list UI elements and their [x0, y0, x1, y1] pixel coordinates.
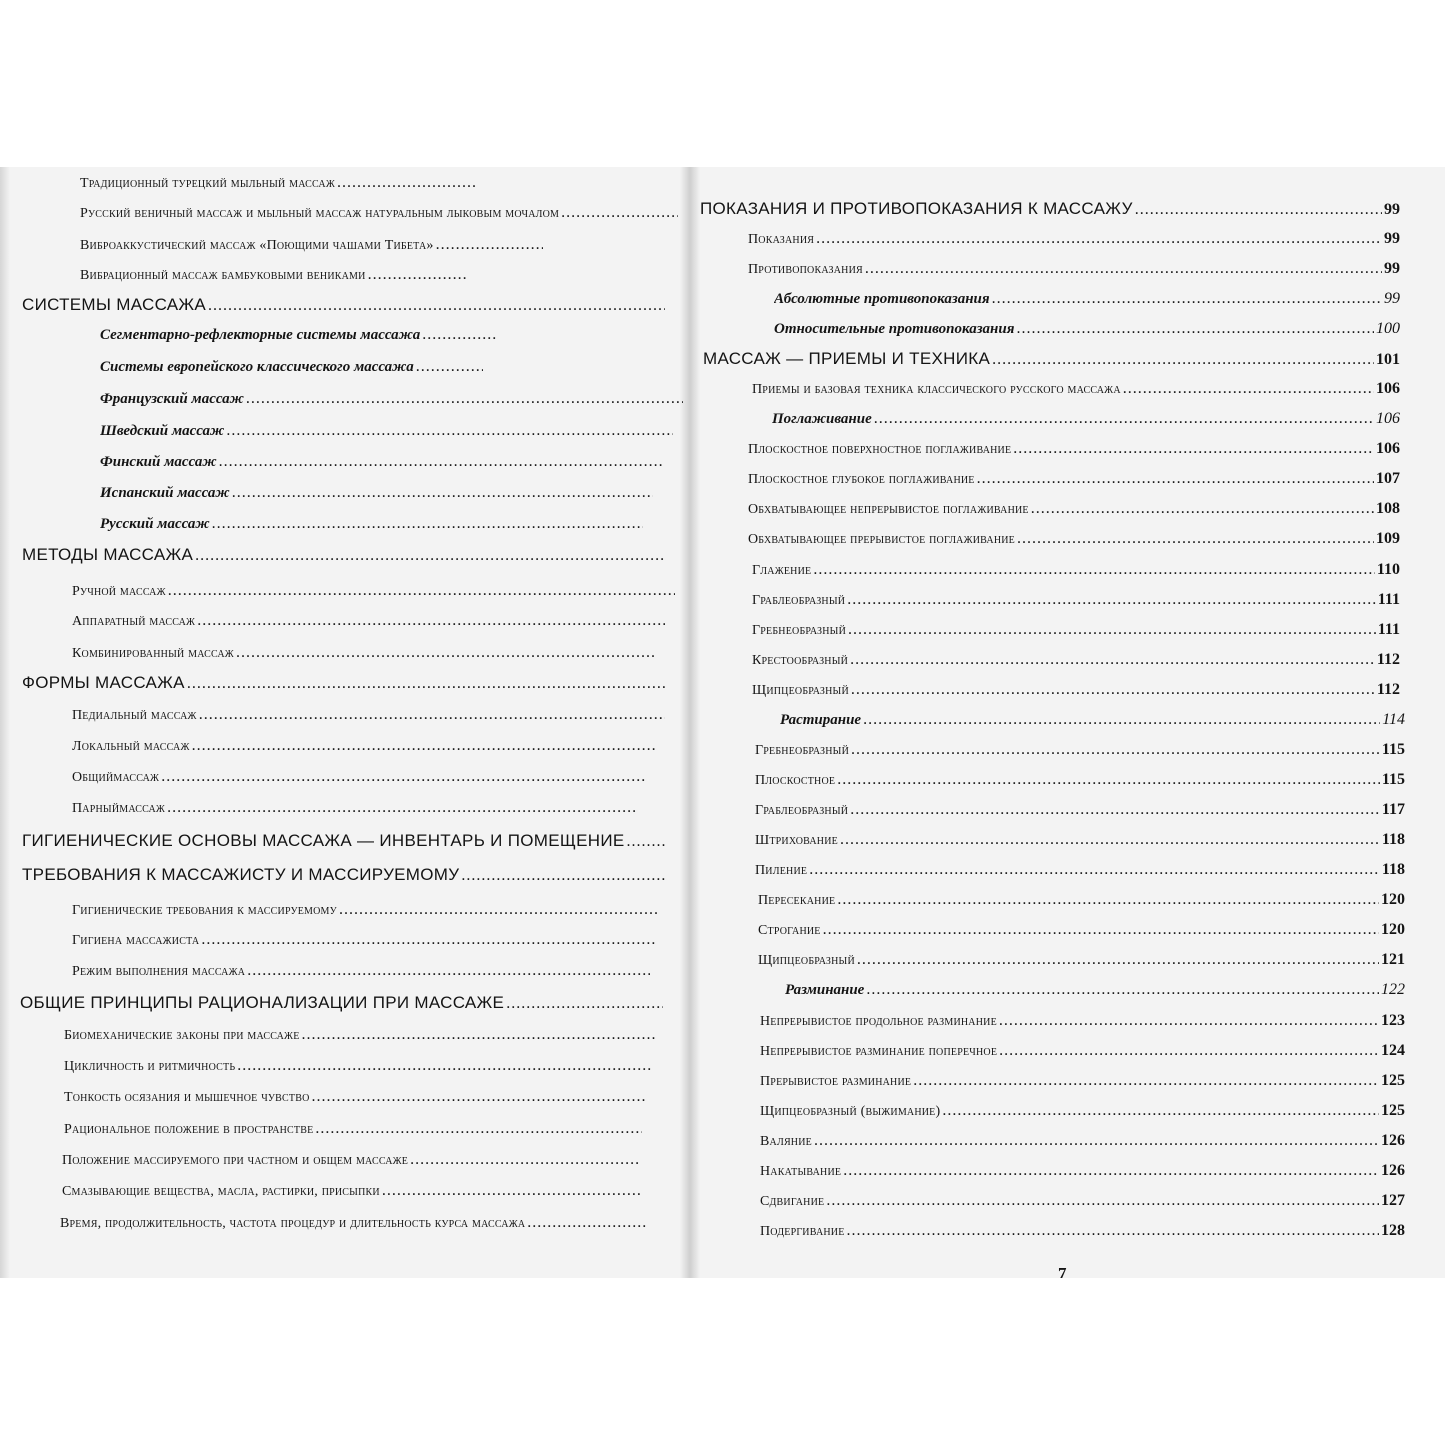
dot-leader [809, 857, 1380, 883]
left-toc-entry [72, 702, 667, 728]
toc-page-number: 121 [1381, 951, 1405, 968]
left-toc-entry [72, 795, 637, 821]
toc-page-number: 118 [1381, 831, 1405, 848]
left-toc-entry [72, 897, 662, 923]
dot-leader [561, 200, 678, 226]
left-toc-entry [64, 1022, 659, 1048]
dot-leader [1123, 376, 1374, 402]
toc-page-number: 125 [1381, 1072, 1405, 1089]
toc-page-number: 106 [1376, 440, 1400, 457]
right-toc-entry [748, 226, 1400, 252]
toc-page-number: 120 [1381, 921, 1405, 938]
right-toc-entry [780, 707, 1405, 733]
toc-entry-title: Приемы и базовая техника классического русского массажа [752, 382, 1121, 397]
toc-entry-title: Строгание [758, 923, 821, 938]
right-toc-entry [755, 737, 1405, 763]
dot-leader [410, 1147, 640, 1173]
toc-page-number: 109 [1376, 530, 1400, 547]
dot-leader [201, 927, 655, 953]
toc-entry-title: Глажение [752, 563, 812, 578]
toc-entry-title: Граблеобразный [752, 593, 846, 608]
toc-page-number: 128 [1381, 1222, 1405, 1239]
dot-leader [1013, 436, 1374, 462]
right-toc-entry [755, 767, 1405, 793]
right-toc-entry [752, 647, 1400, 673]
left-toc-entry [22, 670, 667, 696]
toc-entry-title: Шведский массаж [100, 423, 225, 439]
dot-leader [436, 232, 543, 258]
page-edge-shadow [0, 167, 10, 1278]
toc-entry-title: Общиймассаж [72, 770, 160, 785]
toc-entry-title: Обхватывающее прерывистое поглаживание [748, 532, 1015, 547]
dot-leader [208, 293, 665, 318]
toc-entry-title: Щипцеобразный [758, 953, 855, 968]
dot-leader [422, 322, 498, 348]
toc-entry-title: Парныймассаж [72, 801, 166, 816]
right-toc-entry [748, 466, 1400, 492]
dot-leader [382, 1178, 640, 1204]
dot-leader [1031, 496, 1374, 522]
dot-leader [851, 677, 1375, 703]
dot-leader [167, 795, 635, 821]
dot-leader [199, 702, 665, 728]
toc-entry-title: Сдвигание [760, 1194, 825, 1209]
left-toc-entry [22, 862, 667, 888]
toc-entry-title: Комбинированный массаж [72, 646, 234, 661]
toc-entry-title: СИСТЕМЫ МАССАЖА [22, 295, 207, 314]
dot-leader [866, 977, 1379, 1003]
toc-entry-title: Традиционный турецкий мыльный массаж [80, 176, 335, 191]
toc-page-number: 99 [1384, 201, 1400, 218]
dot-leader [942, 1098, 1379, 1124]
right-toc-entry [760, 1218, 1405, 1244]
dot-leader [246, 386, 683, 412]
dot-leader [813, 557, 1375, 583]
toc-entry-title: Гребнеобразный [755, 743, 850, 758]
toc-entry-title: Сегментарно-рефлекторные системы массажа [100, 327, 421, 343]
toc-page-number: 127 [1381, 1192, 1405, 1209]
right-toc-entry [748, 526, 1400, 552]
left-toc-entry [80, 232, 545, 258]
toc-entry-title: Русский массаж [100, 516, 210, 532]
toc-page-number: 107 [1376, 470, 1400, 487]
right-toc-entry [760, 1188, 1405, 1214]
dot-leader [315, 1116, 642, 1142]
right-toc-entry [752, 557, 1400, 583]
dot-leader [197, 608, 665, 634]
toc-entry-title: Французский массаж [100, 391, 244, 407]
left-toc-entry [62, 1178, 642, 1204]
toc-entry-title: Пересекание [758, 893, 836, 908]
dot-leader [840, 827, 1380, 853]
left-toc-entry [72, 578, 677, 604]
toc-page-number: 106 [1376, 410, 1400, 427]
toc-page-number: 112 [1376, 651, 1400, 668]
right-toc-entry [700, 196, 1400, 222]
left-toc-entry [100, 480, 655, 506]
toc-entry-title: Валяние [760, 1134, 812, 1149]
toc-entry-title: Граблеобразный [755, 803, 849, 818]
dot-leader [219, 449, 663, 475]
toc-entry-title: Непрерывистое продольное разминание [760, 1014, 997, 1029]
toc-entry-title: Показания [748, 232, 815, 247]
toc-entry-title: Прерывистое разминание [760, 1074, 912, 1089]
toc-page-number: 112 [1376, 681, 1400, 698]
toc-entry-title: ГИГИЕНИЧЕСКИЕ ОСНОВЫ МАССАЖА — ИНВЕНТАРЬ И ПОМЕЩЕНИЕ [22, 831, 625, 850]
toc-entry-title: Аппаратный массаж [72, 614, 196, 629]
dot-leader [826, 1188, 1379, 1214]
dot-leader [850, 797, 1380, 823]
dot-leader [195, 543, 665, 568]
toc-page-number: 117 [1381, 801, 1405, 818]
left-toc-entry [100, 386, 685, 412]
dot-leader [302, 1022, 657, 1048]
right-toc-entry [748, 256, 1400, 282]
toc-entry-title: Обхватывающее непрерывистое поглаживание [748, 502, 1029, 517]
toc-page-number: 122 [1381, 981, 1405, 998]
toc-entry-title: Подергивание [760, 1224, 845, 1239]
right-toc-entry [772, 406, 1400, 432]
toc-page-number: 114 [1382, 711, 1405, 728]
right-toc-entry [760, 1038, 1405, 1064]
dot-leader [626, 829, 665, 854]
open-book [0, 167, 1445, 1278]
right-toc-entry [785, 977, 1405, 1003]
dot-leader [368, 262, 468, 288]
toc-entry-title: Растирание [780, 712, 862, 728]
toc-page-number: 125 [1381, 1102, 1405, 1119]
right-toc-entry [755, 857, 1405, 883]
dot-leader [416, 354, 483, 380]
dot-leader [999, 1038, 1379, 1064]
toc-entry-title: Поглаживание [772, 411, 872, 427]
toc-page-number: 115 [1381, 771, 1405, 788]
dot-leader [999, 1008, 1379, 1034]
dot-leader [337, 170, 478, 196]
toc-page-number: 126 [1381, 1162, 1405, 1179]
right-toc-entry [760, 1068, 1405, 1094]
dot-leader [837, 767, 1380, 793]
dot-leader [851, 737, 1380, 763]
dot-leader [236, 640, 655, 666]
page-number: 7 [1058, 1264, 1067, 1278]
toc-page-number: 111 [1377, 621, 1400, 638]
dot-leader [913, 1068, 1379, 1094]
dot-leader [992, 286, 1382, 312]
left-toc-entry [80, 200, 680, 226]
dot-leader [977, 466, 1374, 492]
toc-entry-title: Пиление [755, 863, 808, 878]
toc-entry-title: Относительные противопоказания [774, 321, 1015, 337]
toc-entry-title: МАССАЖ — ПРИЕМЫ И ТЕХНИКА [703, 349, 991, 368]
toc-entry-title: Плоскостное поверхностное поглаживание [748, 442, 1012, 457]
dot-leader [187, 671, 665, 696]
dot-leader [1016, 316, 1374, 342]
toc-entry-title: МЕТОДЫ МАССАЖА [22, 545, 194, 564]
dot-leader [237, 1053, 652, 1079]
dot-leader [814, 1128, 1379, 1154]
dot-leader [506, 991, 663, 1016]
toc-entry-title: Абсолютные противопоказания [774, 291, 990, 307]
right-toc-entry [760, 1008, 1405, 1034]
dot-leader [847, 587, 1376, 613]
toc-page-number: 115 [1381, 741, 1405, 758]
toc-entry-title: Виброаккустический массаж «Поющими чашами Тибета» [80, 238, 434, 253]
toc-page-number: 101 [1376, 351, 1400, 368]
toc-page-number: 99 [1384, 260, 1400, 277]
toc-page-number: 100 [1376, 320, 1400, 337]
left-toc-entry [100, 511, 645, 537]
dot-leader [232, 480, 653, 506]
dot-leader [865, 256, 1382, 282]
left-toc-entry [20, 990, 665, 1016]
toc-entry-title: Плоскостное глубокое поглаживание [748, 472, 975, 487]
left-toc-entry [100, 322, 500, 348]
dot-leader [1017, 526, 1374, 552]
toc-entry-title: Непрерывистое разминание поперечное [760, 1044, 998, 1059]
dot-leader [843, 1158, 1379, 1184]
toc-entry-title: Штрихование [755, 833, 838, 848]
left-toc-entry [72, 608, 667, 634]
toc-entry-title: Биомеханические законы при массаже [64, 1028, 300, 1043]
toc-entry-title: Разминание [785, 982, 865, 998]
toc-entry-title: Тонкость осязания и мышечное чувство [64, 1090, 310, 1105]
right-toc-entry [752, 677, 1400, 703]
toc-page-number: 108 [1376, 500, 1400, 517]
left-toc-entry [100, 449, 665, 475]
left-toc-entry [72, 927, 657, 953]
left-toc-entry [64, 1084, 649, 1110]
toc-page-number: 123 [1381, 1012, 1405, 1029]
toc-entry-title: Ручной массаж [72, 584, 166, 599]
toc-entry-title: Время, продолжительность, частота процедур и длительность курса массажа [60, 1216, 526, 1231]
right-toc-entry [758, 947, 1405, 973]
left-toc-entry [100, 418, 675, 444]
dot-leader [848, 617, 1376, 643]
right-toc-entry [703, 346, 1400, 372]
toc-page-number: 99 [1384, 290, 1400, 307]
left-toc-entry [72, 733, 657, 759]
right-toc-entry [760, 1158, 1405, 1184]
toc-entry-title: Локальный массаж [72, 739, 190, 754]
toc-entry-title: Крестообразный [752, 653, 849, 668]
dot-leader [837, 887, 1379, 913]
toc-entry-title: Гигиенические требования к массируемому [72, 903, 337, 918]
toc-entry-title: Рациональное положение в пространстве [64, 1122, 314, 1137]
right-toc-entry [774, 316, 1400, 342]
toc-entry-title: Цикличность и ритмичность [64, 1059, 236, 1074]
book-gutter [680, 167, 700, 1278]
left-toc-entry [64, 1116, 644, 1142]
left-toc-entry [72, 640, 657, 666]
left-toc-entry [80, 262, 470, 288]
toc-entry-title: ОБЩИЕ ПРИНЦИПЫ РАЦИОНАЛИЗАЦИИ ПРИ МАССАЖЕ [20, 993, 505, 1012]
left-toc-entry [64, 1053, 654, 1079]
toc-entry-title: Гигиена массажиста [72, 933, 200, 948]
dot-leader [863, 707, 1380, 733]
dot-leader [847, 1218, 1379, 1244]
toc-page-number: 120 [1381, 891, 1405, 908]
dot-leader [339, 897, 660, 923]
dot-leader [816, 226, 1382, 252]
toc-entry-title: ТРЕБОВАНИЯ К МАССАЖИСТУ И МАССИРУЕМОМУ [22, 865, 460, 884]
dot-leader [857, 947, 1379, 973]
dot-leader [823, 917, 1379, 943]
toc-entry-title: Испанский массаж [100, 485, 230, 501]
toc-entry-title: Русский веничный массаж и мыльный массаж натуральным лыковым мочалом [80, 206, 560, 221]
toc-page-number: 126 [1381, 1132, 1405, 1149]
toc-page-number: 99 [1384, 230, 1400, 247]
dot-leader [192, 733, 655, 759]
left-toc-entry [80, 170, 480, 196]
dot-leader [312, 1084, 647, 1110]
dot-leader [168, 578, 675, 604]
dot-leader [992, 347, 1374, 372]
toc-entry-title: Смазывающие вещества, масла, растирки, присыпки [62, 1184, 380, 1199]
toc-entry-title: ПОКАЗАНИЯ И ПРОТИВОПОКАЗАНИЯ К МАССАЖУ [700, 199, 1133, 218]
toc-entry-title: Накатывание [760, 1164, 842, 1179]
toc-entry-title: Положение массируемого при частном и общем массаже [62, 1153, 409, 1168]
right-toc-entry [774, 286, 1400, 312]
dot-leader [226, 418, 673, 444]
toc-page-number: 118 [1381, 861, 1405, 878]
toc-page-number: 111 [1377, 591, 1400, 608]
dot-leader [212, 511, 643, 537]
right-toc-entry [752, 617, 1400, 643]
toc-entry-title: Режим выполнения массажа [72, 964, 246, 979]
dot-leader [850, 647, 1375, 673]
toc-entry-title: Системы европейского классического массажа [100, 359, 414, 375]
toc-entry-title: ФОРМЫ МАССАЖА [22, 673, 185, 692]
right-toc-entry [760, 1128, 1405, 1154]
left-toc-entry [72, 958, 652, 984]
toc-entry-title: Плоскостное [755, 773, 836, 788]
toc-entry-title: Щипцеобразный (выжимание) [760, 1104, 941, 1119]
right-toc-entry [755, 797, 1405, 823]
dot-leader [1135, 197, 1382, 222]
right-toc-entry [755, 827, 1405, 853]
left-toc-entry [22, 292, 667, 318]
right-toc-entry [758, 917, 1405, 943]
dot-leader [247, 958, 650, 984]
toc-entry-title: Гребнеобразный [752, 623, 847, 638]
dot-leader [161, 764, 645, 790]
right-toc-entry [760, 1098, 1405, 1124]
right-toc-entry [748, 436, 1400, 462]
right-toc-entry [752, 587, 1400, 613]
left-toc-entry [60, 1210, 650, 1236]
dot-leader [461, 863, 665, 888]
toc-entry-title: Щипцеобразный [752, 683, 849, 698]
left-toc-entry [100, 354, 485, 380]
toc-page-number: 110 [1376, 561, 1400, 578]
right-toc-entry [758, 887, 1405, 913]
left-toc-entry [62, 1147, 642, 1173]
toc-page-number: 106 [1376, 380, 1400, 397]
left-toc-entry [22, 828, 667, 854]
dot-leader [874, 406, 1374, 432]
toc-entry-title: Финский массаж [100, 454, 217, 470]
toc-entry-title: Противопоказания [748, 262, 863, 277]
toc-page-number: 124 [1381, 1042, 1405, 1059]
dot-leader [527, 1210, 648, 1236]
right-toc-entry [752, 376, 1400, 402]
left-toc-entry [72, 764, 647, 790]
toc-entry-title: Педиальный массаж [72, 708, 197, 723]
right-toc-entry [748, 496, 1400, 522]
toc-entry-title: Вибрационный массаж бамбуковыми вениками [80, 268, 366, 283]
left-toc-entry [22, 542, 667, 568]
